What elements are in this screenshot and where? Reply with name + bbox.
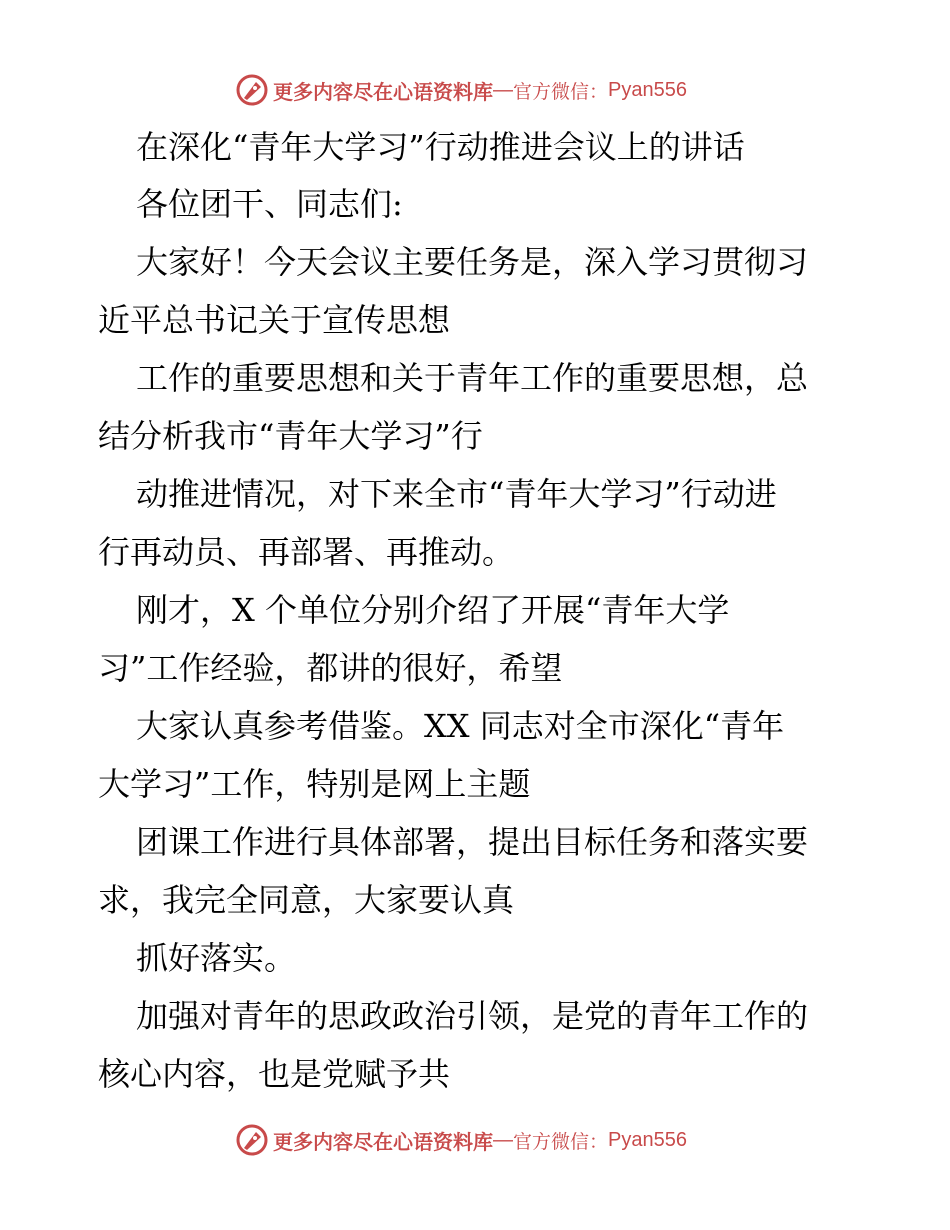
- body-line: 刚才，X 个单位分别介绍了开展“青年大学: [136, 591, 730, 629]
- body-line: 求，我完全同意，大家要认真: [98, 881, 515, 919]
- body-line: 大家好！今天会议主要任务是，深入学习贯彻习: [136, 243, 809, 281]
- banner-sub-text: 官方微信：: [513, 1130, 609, 1153]
- body-line: 大家认真参考借鉴。XX 同志对全市深化“青年: [136, 707, 785, 745]
- body-line: 行再动员、再部署、再推动。: [98, 533, 515, 571]
- banner-dash: —: [493, 78, 513, 101]
- body-line: 动推进情况，对下来全市“青年大学习”行动进: [136, 475, 777, 513]
- footer-banner: [235, 1122, 687, 1158]
- pen-nib-logo-icon: [235, 73, 269, 107]
- body-line: 结分析我市“青年大学习”行: [98, 417, 483, 455]
- body-line: 近平总书记关于宣传思想: [98, 301, 451, 339]
- banner-wechat-id: Pyan556: [608, 1128, 687, 1151]
- body-line: 工作的重要思想和关于青年工作的重要思想，总: [136, 359, 809, 397]
- header-banner: [235, 72, 687, 108]
- salutation: 各位团干、同志们:: [136, 185, 403, 223]
- banner-wechat-id: Pyan556: [608, 78, 687, 101]
- body-line: 加强对青年的思政政治引领，是党的青年工作的: [136, 997, 809, 1035]
- banner-main-text: 更多内容尽在心语资料库: [273, 79, 493, 104]
- pen-nib-logo-icon: [235, 1123, 269, 1157]
- document-title: 在深化“青年大学习”行动推进会议上的讲话: [136, 128, 745, 166]
- body-line: 大学习”工作，特别是网上主题: [98, 765, 531, 803]
- body-line: 抓好落实。: [136, 939, 297, 977]
- body-line: 习”工作经验，都讲的很好，希望: [98, 649, 563, 687]
- banner-dash: —: [493, 1128, 513, 1151]
- body-line: 团课工作进行具体部署，提出目标任务和落实要: [136, 823, 809, 861]
- banner-main-text: 更多内容尽在心语资料库: [273, 1129, 493, 1154]
- body-line: 核心内容，也是党赋予共: [98, 1055, 451, 1093]
- banner-sub-text: 官方微信：: [513, 80, 609, 103]
